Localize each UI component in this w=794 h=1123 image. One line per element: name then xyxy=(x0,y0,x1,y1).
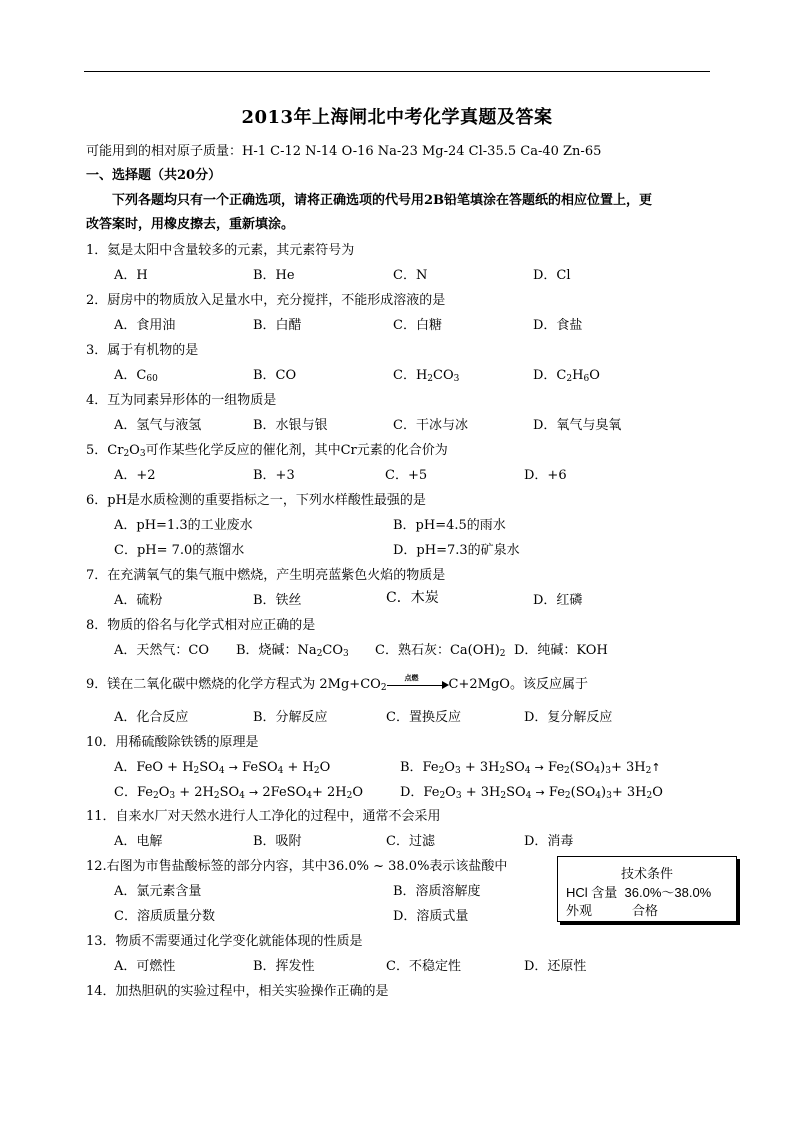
q12-option-c[interactable]: C．溶质质量分数 xyxy=(114,909,215,924)
atomic-masses: 可能用到的相对原子质量：H-1 C-12 N-14 O-16 Na-23 Mg-24 Cl-35.5 Ca-40 Zn-65 xyxy=(86,144,602,159)
q5-option-c[interactable]: C．+5 xyxy=(385,468,428,483)
question-4: 4．互为同素异形体的一组物质是 xyxy=(86,393,277,408)
q2-option-d[interactable]: D．食盐 xyxy=(533,318,583,333)
q6-option-d[interactable]: D．pH=7.3的矿泉水 xyxy=(393,543,520,558)
q11-option-c[interactable]: C．过滤 xyxy=(386,834,435,849)
q10-option-a[interactable]: A．FeO + $H_2SO_4$ → FeSO$_4$ + $H_2O$ xyxy=(114,760,331,776)
q4-option-c[interactable]: C．干冰与冰 xyxy=(393,418,468,433)
q4-option-a[interactable]: A．氢气与液氢 xyxy=(114,418,202,433)
hydrochloric-acid-label xyxy=(557,856,737,922)
section-heading: 一、选择题（共20分） xyxy=(86,168,222,183)
q9-option-d[interactable]: D．复分解反应 xyxy=(524,710,613,725)
q2-option-b[interactable]: B．白醋 xyxy=(253,318,302,333)
question-12: 12.右图为市售盐酸标签的部分内容，其中36.0% ~ 38.0%表示该盐酸中 xyxy=(86,859,508,874)
q12-option-d[interactable]: D．溶质式量 xyxy=(393,909,469,924)
q3-option-d[interactable]: D．$C_2H_6O$ xyxy=(533,368,600,384)
question-14: 14．加热胆矾的实验过程中，相关实验操作正确的是 xyxy=(86,984,389,999)
header-rule xyxy=(84,71,710,72)
question-9: 9．镁在二氧化碳中燃烧的化学方程式为 $2Mg+CO_2$ 点燃 C+2MgO。该反应属于 xyxy=(86,672,588,693)
question-13: 13．物质不需要通过化学变化就能体现的性质是 xyxy=(86,934,363,949)
q1-option-a[interactable]: A．H xyxy=(114,268,148,283)
q9-option-a[interactable]: A．化合反应 xyxy=(114,710,189,725)
instruction-line-1: 下列各题均只有一个正确选项，请将正确选项的代号用2B铅笔填涂在答题纸的相应位置上，更 xyxy=(112,193,653,208)
q7-option-a[interactable]: A．硫粉 xyxy=(114,593,163,608)
question-10: 10．用稀硫酸除铁锈的原理是 xyxy=(86,735,259,750)
q1-option-b[interactable]: B．He xyxy=(253,268,295,283)
q9-option-c[interactable]: C．置换反应 xyxy=(386,710,461,725)
q11-option-a[interactable]: A．电解 xyxy=(114,834,163,849)
q5-option-d[interactable]: D．+6 xyxy=(524,468,567,483)
question-8: 8．物质的俗名与化学式相对应正确的是 xyxy=(86,618,316,633)
q4-option-d[interactable]: D．氧气与臭氧 xyxy=(533,418,622,433)
q3-option-a[interactable]: A．$C_{60}$ xyxy=(114,368,158,384)
q11-option-d[interactable]: D．消毒 xyxy=(524,834,574,849)
q5-option-b[interactable]: B．+3 xyxy=(253,468,295,483)
page-title: 2013年上海闸北中考化学真题及答案 xyxy=(241,107,553,128)
q13-option-d[interactable]: D．还原性 xyxy=(524,959,587,974)
q10-option-c[interactable]: C．$Fe_2O_3 + 2H_2SO_4$ → 2FeSO$_4$+ $2H_2O$ xyxy=(114,785,364,801)
q13-option-c[interactable]: C．不稳定性 xyxy=(386,959,461,974)
q1-option-c[interactable]: C．N xyxy=(393,268,428,283)
q8-option-d[interactable]: D．纯碱：KOH xyxy=(514,643,608,658)
question-7: 7．在充满氧气的集气瓶中燃烧，产生明亮蓝紫色火焰的物质是 xyxy=(86,568,446,583)
question-6: 6．pH是水质检测的重要指标之一，下列水样酸性最强的是 xyxy=(86,493,426,508)
q6-option-b[interactable]: B．pH=4.5的雨水 xyxy=(393,518,506,533)
q13-option-a[interactable]: A．可燃性 xyxy=(114,959,176,974)
label-title: 技术条件 xyxy=(620,866,673,881)
q10-option-d[interactable]: D．$Fe_2O_3 + 3H_2SO_4 \to Fe_2(SO_4)_3+ 3H_2O$ xyxy=(400,785,663,801)
question-3: 3．属于有机物的是 xyxy=(86,343,199,358)
q7-option-b[interactable]: B．铁丝 xyxy=(253,593,302,608)
q2-option-a[interactable]: A．食用油 xyxy=(114,318,176,333)
question-11: 11．自来水厂对天然水进行人工净化的过程中，通常不会采用 xyxy=(86,809,441,824)
q5-option-a[interactable]: A．+2 xyxy=(114,468,156,483)
q7-option-c[interactable]: C．木炭 xyxy=(386,590,439,606)
q12-option-b[interactable]: B．溶质溶解度 xyxy=(393,884,481,899)
q13-option-b[interactable]: B．挥发性 xyxy=(253,959,315,974)
q6-option-a[interactable]: A．pH=1.3的工业废水 xyxy=(114,518,253,533)
q4-option-b[interactable]: B．水银与银 xyxy=(253,418,328,433)
q11-option-b[interactable]: B．吸附 xyxy=(253,834,302,849)
q12-option-a[interactable]: A．氯元素含量 xyxy=(114,884,202,899)
q7-option-d[interactable]: D．红磷 xyxy=(533,593,583,608)
q10-option-b[interactable]: B．$Fe_2O_3 + 3H_2SO_4 \to Fe_2(SO_4)_3+$ $3H_2↑$ xyxy=(400,760,661,776)
q1-option-d[interactable]: D．Cl xyxy=(533,268,571,283)
q8-option-b[interactable]: B．烧碱：$Na_2CO_3$ xyxy=(236,643,349,659)
q3-option-c[interactable]: C．$H_2CO_3$ xyxy=(393,368,460,384)
q8-option-a[interactable]: A．天然气：CO xyxy=(114,643,209,658)
reaction-condition: 点燃 xyxy=(404,672,419,682)
q6-option-c[interactable]: C．pH= 7.0的蒸馏水 xyxy=(114,543,245,558)
q3-option-b[interactable]: B．CO xyxy=(253,368,297,383)
question-1: 1．氦是太阳中含量较多的元素，其元素符号为 xyxy=(86,243,355,258)
label-row-appearance: 外观 合格 xyxy=(566,903,659,918)
question-2: 2．厨房中的物质放入足量水中，充分搅拌，不能形成溶液的是 xyxy=(86,293,446,308)
q2-option-c[interactable]: C．白糖 xyxy=(393,318,442,333)
q9-option-b[interactable]: B．分解反应 xyxy=(253,710,328,725)
reaction-arrow xyxy=(387,672,449,690)
question-5: 5．$Cr_2O_3$可作某些化学反应的催化剂，其中Cr元素的化合价为 xyxy=(86,443,448,459)
instruction-line-2: 改答案时，用橡皮擦去，重新填涂。 xyxy=(86,217,295,232)
q8-option-c[interactable]: C．熟石灰：$Ca(OH)_2$ xyxy=(375,643,506,659)
label-row-hcl: HCl 含量 36.0%～38.0% xyxy=(566,885,712,900)
